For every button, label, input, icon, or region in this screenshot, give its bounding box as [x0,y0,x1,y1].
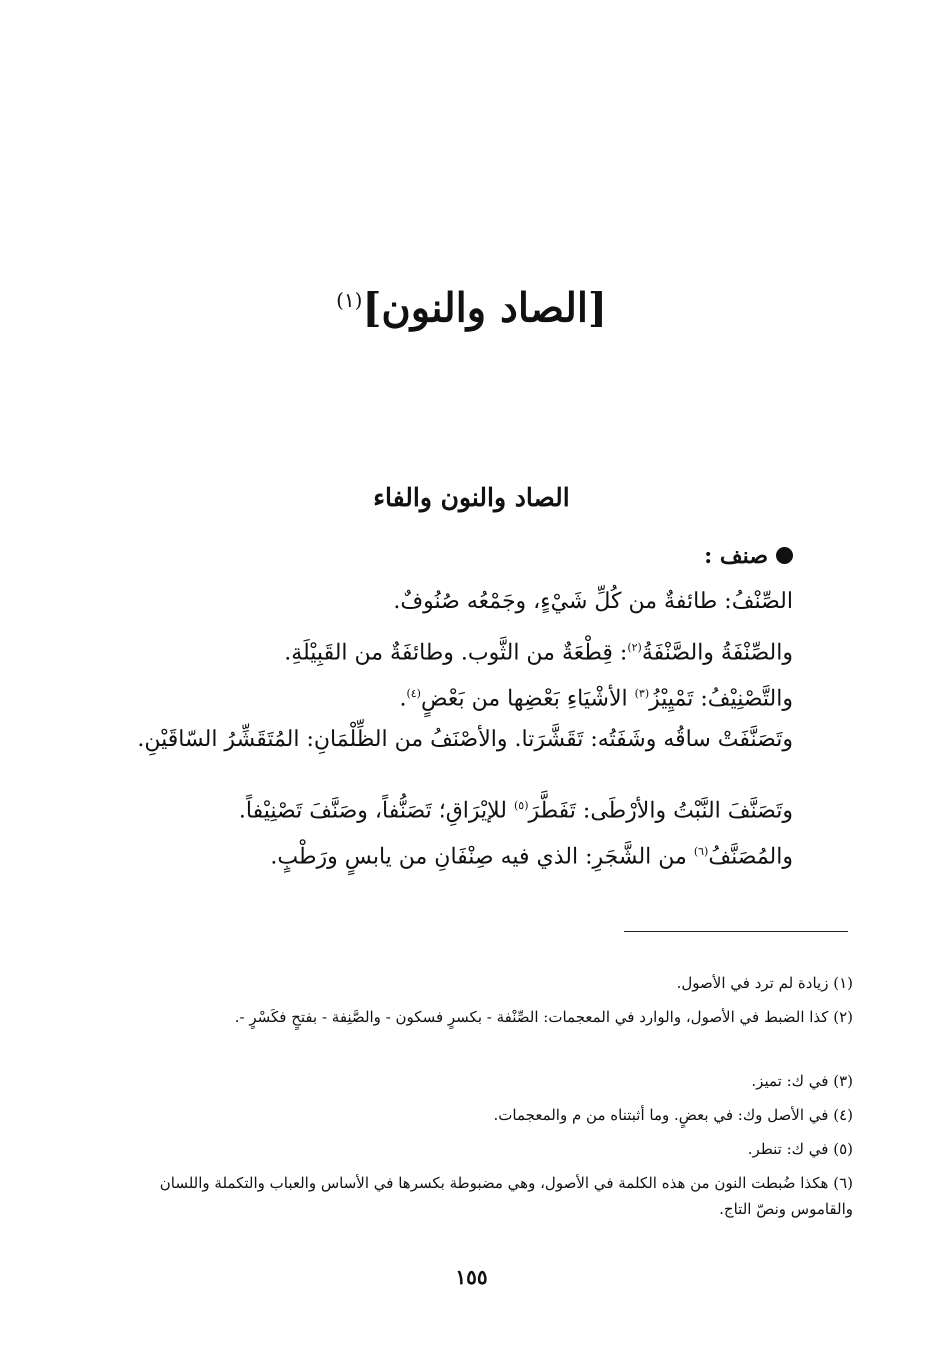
entry-text: : قِطْعَةٌ من الثَّوب. وطائفَةٌ من القَبِيْلَةِ. [284,640,628,666]
footnote: (٦) هكذا ضُبطت النون من هذه الكلمة في الأصول، وهي مضبوطة بكسرها في الأساس والعباب والتكملة واللسان والقاموس ونصّ التاج. [159,1174,853,1218]
entry-line [137,720,793,760]
footnote: (١) زيادة لم ترد في الأصول. [676,974,853,992]
footnote-ref: (٥) [513,799,529,812]
chapter-footnote-ref: (١) [336,288,363,312]
footnote-ref: (٣) [634,687,650,700]
entry-text: للإيْرَاقِ؛ تَصَنُّفاً، وصَنَّفَ تَصْنِيْفاً. [238,798,514,824]
section-title: الصاد والنون والفاء [373,483,570,512]
root-heading [704,538,793,574]
root-label: صنف : [704,543,768,569]
bullet-icon [776,547,793,564]
footnote: (٥) في ك: تنطر. [747,1140,853,1158]
entry-line [284,628,793,673]
entry-line [399,674,793,719]
footnote-ref: (٤) [406,687,421,700]
entry-text: الصِّنْفُ: طائفةٌ من كُلِّ شَيْءٍ، وجَمْعُه صُنُوفٌ. [393,589,793,614]
footnote-ref: (٦) [693,845,709,858]
entry-line [239,786,793,831]
entry-text: من الشَّجَرِ: الذي فيه صِنْفَانِ من يابسٍ ورَطْبٍ. [270,844,694,870]
entry-line [393,582,793,622]
chapter-title-text: [الصاد والنون] [362,284,607,332]
entry-text: والصِّنْفَةُ والصَّنْفَةُ [641,640,793,666]
footnote-ref: (٢) [627,641,642,654]
footnote: (٢) كذا الضبط في الأصول، والوارد في المعجمات: الصِّنْفة - بكسرٍ فسكون - والصَّنِفة - بفتحٍ فكَسْرٍ -. [234,1008,853,1026]
entry-text: وتَصَنَّفَتْ ساقُه وشَفَتُه: تَقَشَّرَتا. والأصْنَفُ من الظِّلْمَانِ: المُتَقَشِّرُ السّاقَيْنِ. [137,727,793,752]
page-number: ١٥٥ [455,1265,488,1289]
entry-text: والمُصَنَّفُ [708,844,793,870]
entry-text: وتَصَنَّفَ النَّبْتُ والأرْطَى: تَفَطَّرَ [528,798,793,824]
entry-text: والتَّصْنِيْفُ: تَمْيِيْزُ [649,686,793,712]
footnote-separator [624,931,848,932]
footnote: (٣) في ك: تميز. [751,1072,853,1090]
entry-line [270,832,793,877]
entry-text: . [399,686,407,712]
chapter-title [0,270,943,338]
footnote: (٤) في الأصل وك: في بعضٍ. وما أثبتناه من م والمعجمات. [493,1106,853,1124]
entry-text: الأشْيَاءِ بَعْضِها من بَعْضٍ [420,686,635,712]
